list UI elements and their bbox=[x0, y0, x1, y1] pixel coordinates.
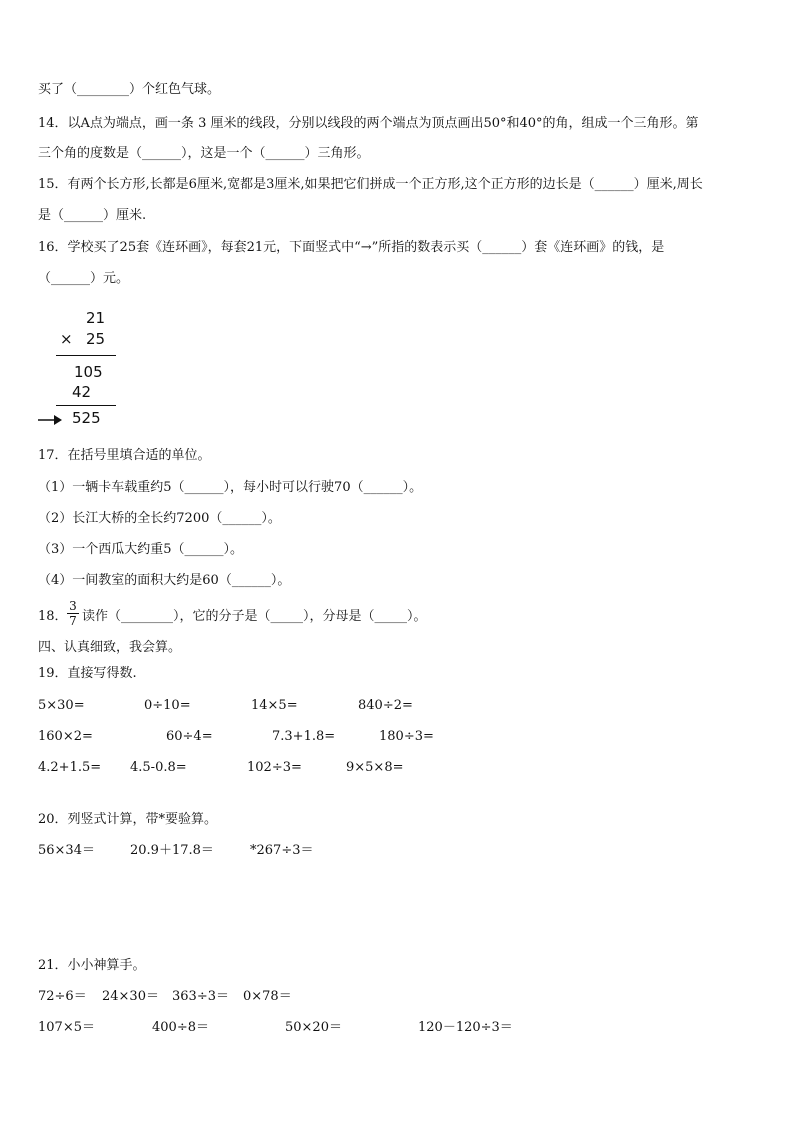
calc-item: 0×78＝ bbox=[243, 989, 292, 1004]
calc-item: 14×5= bbox=[251, 698, 298, 713]
problem-14-line1: 14．以A点为端点，画一条 3 厘米的线段，分别以线段的两个端点为顶点画出50°和40°的角，组成一个三角形。第 bbox=[38, 116, 699, 131]
calc-item: 102÷3= bbox=[247, 760, 302, 775]
calc-item: 50×20＝ bbox=[285, 1020, 342, 1035]
calc-item: 9×5×8= bbox=[346, 760, 404, 775]
calc-item: 56×34＝ bbox=[38, 843, 95, 858]
calc-item: 363÷3＝ bbox=[172, 989, 229, 1004]
calc-item: 400÷8＝ bbox=[152, 1020, 209, 1035]
calc-item: 120－120÷3＝ bbox=[418, 1020, 513, 1035]
problem-17-item-2: （2）长江大桥的全长约7200（______）。 bbox=[38, 511, 281, 526]
calc-item: 4.2+1.5= bbox=[38, 760, 102, 775]
calc-item: 7.3+1.8= bbox=[272, 729, 336, 744]
fraction-numerator: 3 bbox=[69, 599, 77, 613]
vertical-result: 525 bbox=[72, 409, 101, 427]
vertical-bottom: 25 bbox=[86, 330, 106, 348]
problem-17-item-1: （1）一辆卡车载重约5（______），每小时可以行驶70（______）。 bbox=[38, 480, 423, 495]
problem-19-heading: 19．直接写得数. bbox=[38, 666, 137, 681]
problem-17-heading: 17．在括号里填合适的单位。 bbox=[38, 448, 211, 463]
calc-item: 5×30= bbox=[38, 698, 85, 713]
problem-18-number: 18． bbox=[38, 609, 68, 624]
right-arrow-icon bbox=[38, 414, 62, 426]
calc-item: 0÷10= bbox=[144, 698, 191, 713]
calc-item: 160×2= bbox=[38, 729, 93, 744]
vertical-partial-2: 42 bbox=[72, 383, 92, 401]
vertical-line-1 bbox=[56, 355, 116, 356]
problem-17-item-3: （3）一个西瓜大约重5（______）。 bbox=[38, 542, 244, 557]
problem-15-line2: 是（______）厘米. bbox=[38, 208, 147, 223]
calc-item: 180÷3= bbox=[379, 729, 434, 744]
calc-item: 60÷4= bbox=[166, 729, 213, 744]
fraction-denominator: 7 bbox=[69, 614, 77, 628]
vertical-top: 21 bbox=[86, 309, 106, 327]
vertical-partial-1: 105 bbox=[74, 363, 103, 381]
problem-14-line2: 三个角的度数是（______），这是一个（______）三角形。 bbox=[38, 146, 370, 161]
calc-item: 107×5＝ bbox=[38, 1020, 95, 1035]
fraction-three-sevenths bbox=[67, 600, 79, 627]
calc-item: 840÷2= bbox=[358, 698, 413, 713]
vertical-line-2 bbox=[56, 405, 116, 406]
calc-item: 24×30＝ bbox=[102, 989, 159, 1004]
problem-16-line2: （______）元。 bbox=[38, 271, 130, 286]
problem-13-tail: 买了（________）个红色气球。 bbox=[38, 82, 221, 97]
problem-15-line1: 15．有两个长方形,长都是6厘米,宽都是3厘米,如果把它们拼成一个正方形,这个正方形的边长是（______）厘米,周长 bbox=[38, 177, 703, 192]
problem-20-heading: 20．列竖式计算，带*要验算。 bbox=[38, 812, 218, 827]
calc-item: 20.9＋17.8＝ bbox=[130, 843, 214, 858]
calc-item: 72÷6＝ bbox=[38, 989, 87, 1004]
calc-item: 4.5-0.8= bbox=[130, 760, 187, 775]
section-4-heading: 四、认真细致，我会算。 bbox=[38, 640, 182, 655]
problem-17-item-4: （4）一间教室的面积大约是60（______）。 bbox=[38, 573, 291, 588]
calc-item: *267÷3＝ bbox=[250, 843, 314, 858]
times-sign: × bbox=[60, 330, 73, 348]
problem-21-heading: 21．小小神算手。 bbox=[38, 958, 146, 973]
problem-18-text: 读作（________），它的分子是（_____），分母是（_____）。 bbox=[82, 609, 427, 624]
problem-16-line1: 16．学校买了25套《连环画》，每套21元，下面竖式中“→”所指的数表示买（______）套《连环画》的钱，是 bbox=[38, 240, 665, 255]
